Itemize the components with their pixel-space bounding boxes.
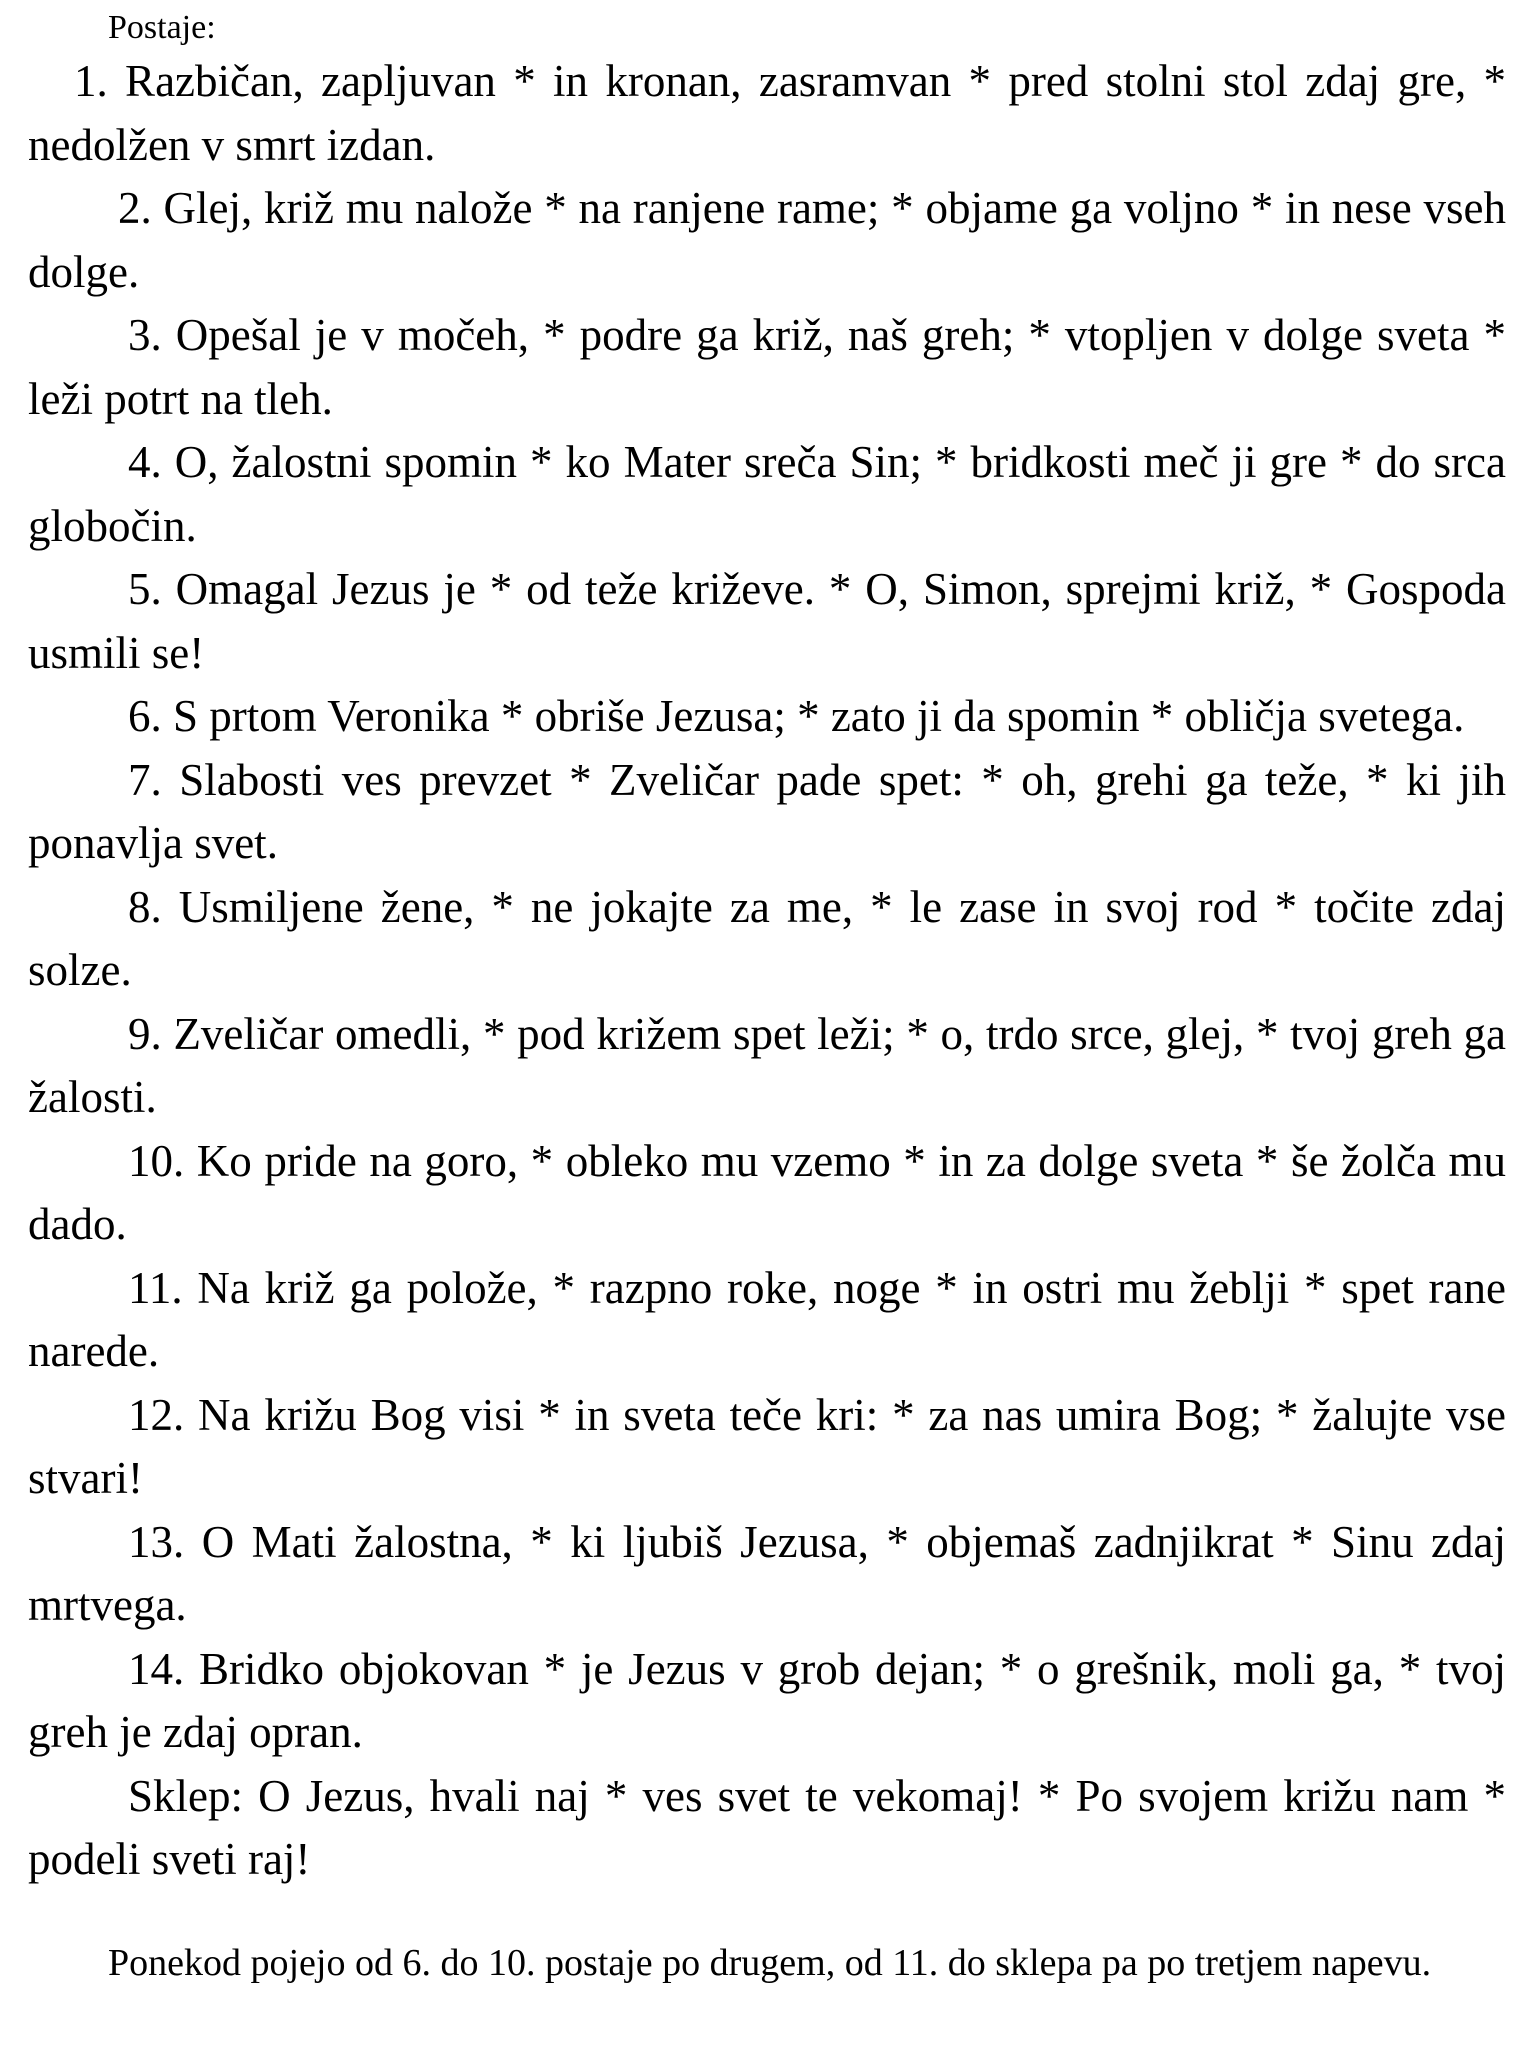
stanza-8: 8. Usmiljene žene, * ne jokajte za me, * le zase in svoj rod * točite zdaj solze. — [28, 881, 1506, 995]
stanza-9: 9. Zveličar omedli, * pod križem spet leži; * o, trdo srce, glej, * tvoj greh ga žalosti. — [28, 1008, 1506, 1122]
stanza-11: 11. Na križ ga polože, * razpno roke, noge * in ostri mu žeblji * spet rane narede. — [28, 1262, 1506, 1376]
document-page — [28, 6, 1506, 1990]
stanza-7: 7. Slabosti ves prevzet * Zveličar pade spet: * oh, grehi ga teže, * ki jih ponavlja svet. — [28, 754, 1506, 868]
stanza-5: 5. Omagal Jezus je * od teže križeve. * O, Simon, sprejmi križ, * Gospoda usmili se! — [28, 564, 1506, 678]
stanza-10: 10. Ko pride na goro, * obleko mu vzemo * in za dolge sveta * še žolča mu dado. — [28, 1135, 1506, 1249]
footnote: Ponekod pojejo od 6. do 10. postaje po drugem, od 11. do sklepa pa po tretjem napevu. — [108, 1941, 1432, 1984]
stanza-12: 12. Na križu Bog visi * in sveta teče kri: * za nas umira Bog; * žalujte vse stvari! — [28, 1389, 1506, 1503]
stanza-6: 6. S prtom Veronika * obriše Jezusa; * zato ji da spomin * obličja svetega. — [128, 691, 1465, 741]
stanza-sklep: Sklep: O Jezus, hvali naj * ves svet te vekomaj! * Po svojem križu nam * podeli sveti raj! — [28, 1770, 1506, 1884]
heading-postaje: Postaje: — [108, 9, 216, 46]
stanza-13: 13. O Mati žalostna, * ki ljubiš Jezusa, * objemaš zadnjikrat * Sinu zdaj mrtvega. — [28, 1516, 1506, 1630]
stanza-1: 1. Razbičan, zapljuvan * in kronan, zasramvan * pred stolni stol zdaj gre, * nedolžen v smrt izdan. — [28, 56, 1506, 170]
stanza-2: 2. Glej, križ mu nalože * na ranjene rame; * objame ga voljno * in nese vseh dolge. — [28, 183, 1506, 297]
stanza-14: 14. Bridko objokovan * je Jezus v grob dejan; * o grešnik, moli ga, * tvoj greh je zdaj opran. — [28, 1643, 1506, 1757]
stanza-3: 3. Opešal je v močeh, * podre ga križ, naš greh; * vtopljen v dolge sveta * leži potrt na tleh. — [28, 310, 1506, 424]
stanza-list — [28, 50, 1506, 1892]
stanza-4: 4. O, žalostni spomin * ko Mater sreča Sin; * bridkosti meč ji gre * do srca globočin. — [28, 437, 1506, 551]
